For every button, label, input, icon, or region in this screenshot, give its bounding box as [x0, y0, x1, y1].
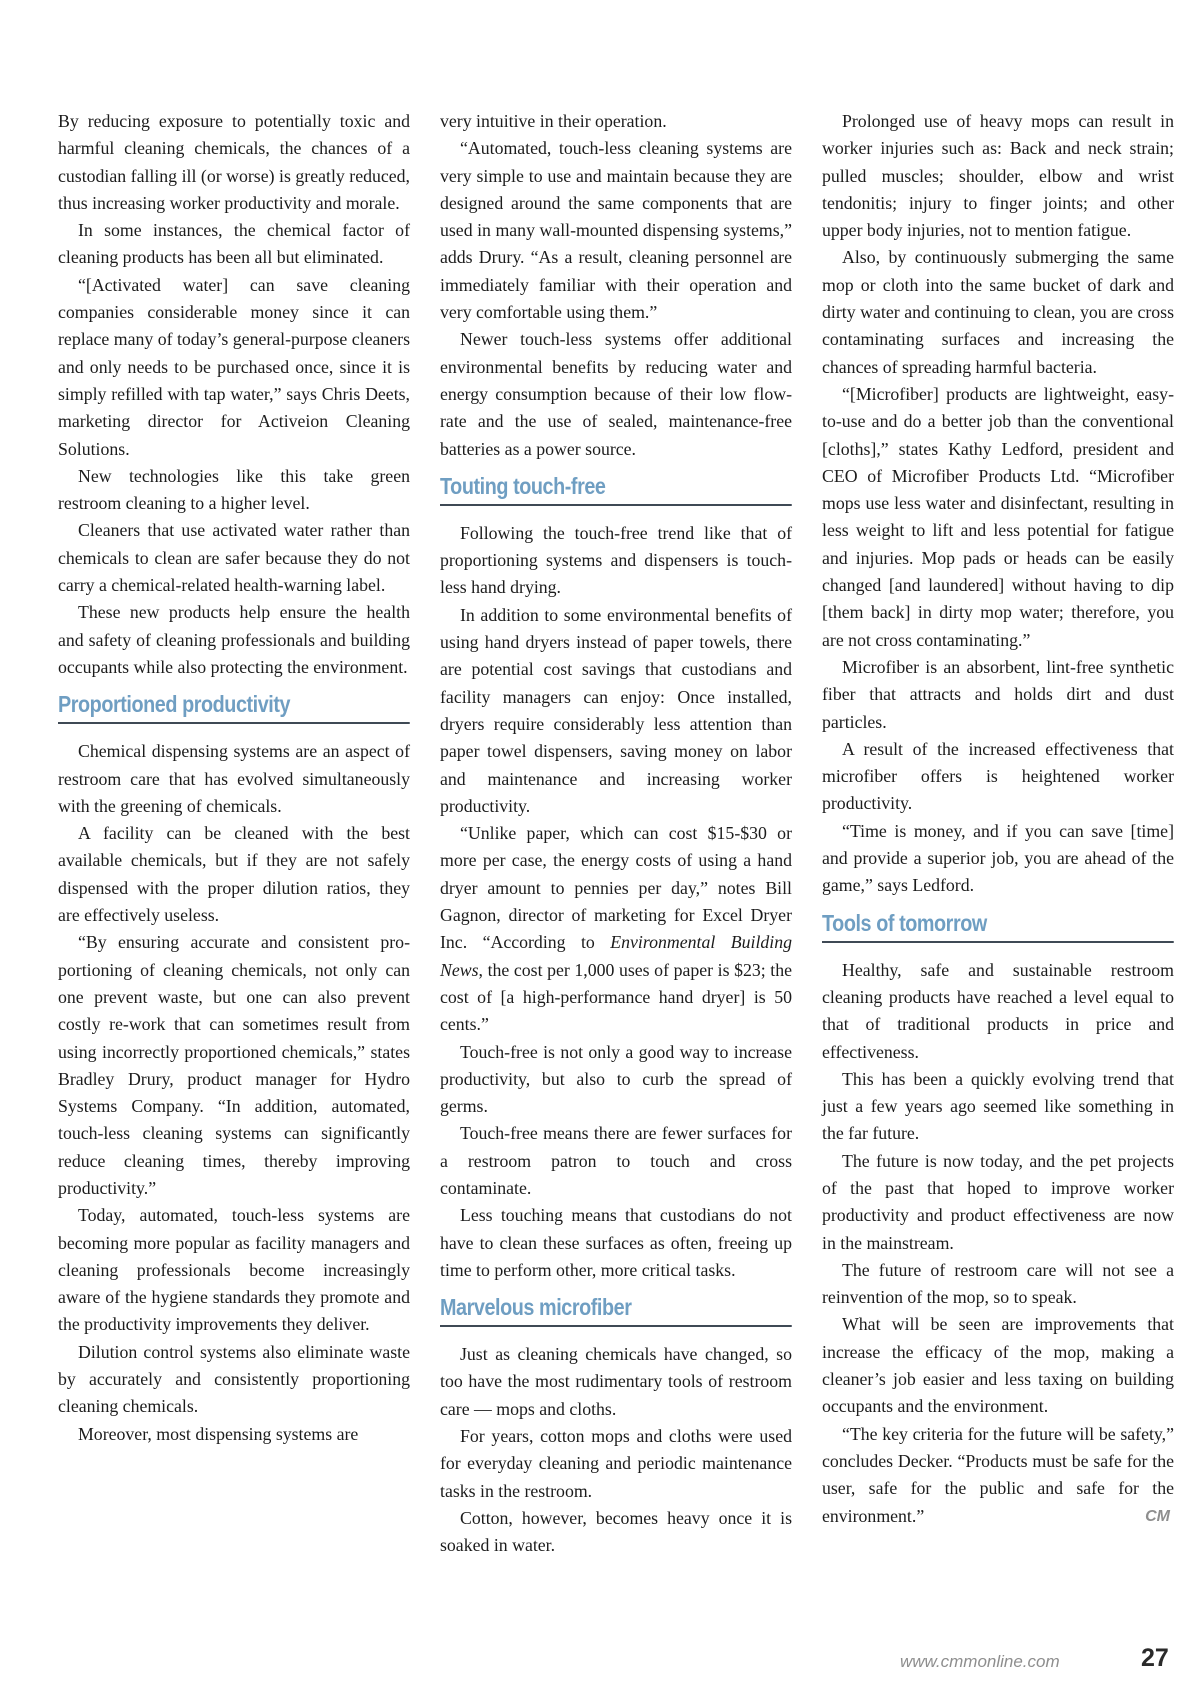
body-paragraph — [440, 326, 792, 462]
paragraph-text-continued: , the cost per 1,000 uses of paper is $23; the cost of [a high-performance hand dryer] is 50 cents.” — [440, 959, 792, 1035]
article-column-1 — [58, 108, 410, 1448]
paragraph-text: New technologies like this take green restroom cleaning to a higher level. — [58, 465, 410, 514]
paragraph-text: In addition to some environmental benefits of using hand dryers instead of paper towels, there are potential cost savings that custodians and facility managers can enjoy: Once installed, dryers require considerably less attention than paper towel dispensers, saving money on labor and maintenance and increasing worker productivity. — [440, 604, 792, 816]
paragraph-text: Newer touch-less systems offer additional environmental benefits by reducing water and energy consumption because of their low flow-rate and the use of sealed, maintenance-free batteries as a power source. — [440, 329, 792, 459]
body-paragraph — [822, 108, 1174, 244]
article-column-2 — [440, 108, 792, 1560]
body-paragraph — [440, 1120, 792, 1202]
body-paragraph — [440, 1423, 792, 1505]
paragraph-text: These new products help ensure the health and safety of cleaning professionals and building occupants while also protecting the environment. — [58, 602, 410, 677]
body-paragraph — [440, 135, 792, 326]
paragraph-text: A result of the increased effectiveness that microfiber offers is heightened worker productivity. — [822, 738, 1174, 814]
paragraph-text: Chemical dispensing systems are an aspect of restroom care that has evolved simultaneously with the greening of chemicals. — [58, 741, 410, 816]
body-paragraph — [58, 217, 410, 272]
publication-title: Environmental Building News — [440, 932, 792, 980]
body-paragraph — [822, 1311, 1174, 1420]
paragraph-text: “[Activated water] can save cleaning companies considerable money since it can replace many of today’s general-purpose cleaners and only needs to be purchased once, since it is simply refilled with tap water,” says Chris Deets, marketing director for Activeion Cleaning Solutions. — [58, 274, 411, 459]
body-paragraph — [822, 1148, 1174, 1257]
body-paragraph — [440, 520, 792, 602]
body-paragraph — [822, 654, 1174, 736]
body-paragraph — [822, 818, 1174, 900]
paragraph-text: Just as cleaning chemicals have changed, so too have the most rudimentary tools of restroom care — mops and cloths. — [440, 1344, 792, 1419]
body-paragraph — [440, 1202, 792, 1284]
paragraph-text: “[Microfiber] products are lightweight, easy-to-use and do a better job than the conventional [cloths],” states Kathy Ledford, president and CEO of Microfiber Products Ltd. “Microfiber mops use less water and disinfectant, resulting in less weight to lift and less potential for fatigue and injuries. Mop pads or heads can be easily changed [and laundered] without having to dip [them back] in dirty mop water; therefore, you are not cross contaminating.” — [822, 383, 1174, 650]
section-heading: Proportioned productivity — [58, 689, 410, 724]
body-paragraph — [440, 1039, 792, 1121]
paragraph-text: The future of restroom care will not see a reinvention of the mop, so to speak. — [822, 1259, 1174, 1308]
body-paragraph — [58, 517, 410, 599]
body-paragraph — [440, 1341, 792, 1423]
body-paragraph — [822, 736, 1174, 818]
paragraph-text: Dilution control systems also eliminate waste by accurately and consistently proportioning cleaning chemicals. — [58, 1341, 410, 1417]
body-paragraph — [58, 1421, 410, 1448]
body-paragraph — [58, 820, 410, 929]
paragraph-text: Touch-free is not only a good way to increase productivity, but also to curb the spread of germs. — [440, 1041, 792, 1117]
footer-website-url: www.cmmonline.com — [900, 1652, 1060, 1671]
end-of-article-mark: CM — [1145, 1507, 1170, 1525]
section-heading: Tools of tomorrow — [822, 908, 1174, 943]
body-paragraph — [58, 463, 410, 518]
paragraph-text: For years, cotton mops and cloths were used for everyday cleaning and periodic maintenance tasks in the restroom. — [440, 1426, 792, 1501]
paragraph-text: “Time is money, and if you can save [time] and provide a superior job, you are ahead of the game,” says Ledford. — [822, 820, 1174, 896]
body-paragraph — [58, 1339, 410, 1421]
paragraph-text: very intuitive in their operation. — [440, 111, 667, 131]
body-paragraph — [58, 108, 410, 217]
paragraph-text: What will be seen are improvements that increase the efficacy of the mop, making a cleaner’s job easier and less taxing on building occupants and the environment. — [822, 1314, 1174, 1417]
body-paragraph — [822, 1421, 1174, 1530]
paragraph-text: By reducing exposure to potentially toxic and harmful cleaning chemicals, the chances of a custodian falling ill (or worse) is greatly reduced, thus increasing worker productivity and morale. — [58, 111, 410, 213]
paragraph-text: Today, automated, touch-less systems are becoming more popular as facility managers and cleaning professionals become increasingly aware of the hygiene standards they promote and the productivity improvements they deliver. — [58, 1205, 410, 1335]
section-heading: Marvelous microfiber — [440, 1292, 792, 1327]
article-column-3 — [822, 108, 1174, 1530]
body-paragraph — [440, 602, 792, 820]
body-paragraph — [822, 1066, 1174, 1148]
body-paragraph — [822, 957, 1174, 1066]
paragraph-text: “By ensuring accurate and consistent proportioning of cleaning chemicals, not only can one prevent waste, but one can also prevent costly re-work that can sometimes result from using incorrectly proportioned chemicals,” states Bradley Drury, product manager for Hydro Systems Company. “In addition, automated, touch-less cleaning systems can significantly reduce cleaning times, thereby improving productivity.” — [58, 932, 410, 1198]
paragraph-text: Moreover, most dispensing systems are — [78, 1423, 359, 1444]
section-heading: Touting touch-free — [440, 471, 792, 506]
paragraph-text: Less touching means that custodians do not have to clean these surfaces as often, freeing up time to perform other, more critical tasks. — [440, 1205, 792, 1280]
body-paragraph — [822, 381, 1174, 654]
paragraph-text: Touch-free means there are fewer surfaces for a restroom patron to touch and cross contaminate. — [440, 1123, 792, 1198]
body-paragraph — [58, 1202, 410, 1338]
body-paragraph — [58, 929, 410, 1202]
body-paragraph — [58, 738, 410, 820]
body-paragraph — [440, 1505, 792, 1560]
paragraph-text: In some instances, the chemical factor of cleaning products has been all but eliminated. — [58, 220, 410, 268]
paragraph-text: Following the touch-free trend like that of proportioning systems and dispensers is touch-less hand drying. — [440, 522, 792, 598]
paragraph-text: A facility can be cleaned with the best available chemicals, but if they are not safely dispensed with the proper dilution ratios, they are effectively useless. — [58, 823, 410, 926]
paragraph-text: “Automated, touch-less cleaning systems are very simple to use and maintain because they are designed around the same components that are used in many wall-mounted dispensing systems,” adds Drury. “As a result, cleaning personnel are immediately familiar with their operation and very comfortable using them.” — [440, 138, 792, 323]
body-paragraph — [822, 244, 1174, 380]
paragraph-text: Cotton, however, becomes heavy once it is soaked in water. — [440, 1507, 792, 1556]
body-paragraph — [822, 1257, 1174, 1312]
paragraph-text: Also, by continuously submerging the same mop or cloth into the same bucket of dark and dirty water and continuing to clean, you are cross contaminating surfaces and increasing the chances of spreading harmful bacteria. — [822, 247, 1174, 377]
body-paragraph — [58, 599, 410, 681]
paragraph-text: “Unlike paper, which can cost $15-$30 or more per case, the energy costs of using a hand dryer amount to pennies per day,” notes Bill Gagnon, director of marketing for Excel Dryer Inc. “According to — [440, 823, 792, 953]
paragraph-text: This has been a quickly evolving trend that just a few years ago seemed like something in the far future. — [822, 1068, 1174, 1144]
page-number: 27 — [1141, 1644, 1169, 1672]
body-paragraph — [58, 272, 410, 463]
body-paragraph — [440, 108, 792, 135]
paragraph-text: Healthy, safe and sustainable restroom cleaning products have reached a level equal to that of traditional products in price and effectiveness. — [822, 959, 1174, 1062]
paragraph-text: Microfiber is an absorbent, lint-free synthetic fiber that attracts and holds dirt and dust particles. — [822, 656, 1174, 732]
paragraph-text: Cleaners that use activated water rather than chemicals to clean are safer because they do not carry a chemical-related health-warning label. — [58, 520, 410, 596]
paragraph-text: The future is now today, and the pet projects of the past that hoped to improve worker productivity and product effectiveness are now in the mainstream. — [822, 1150, 1174, 1253]
paragraph-text: Prolonged use of heavy mops can result in worker injuries such as: Back and neck strain; pulled muscles; shoulder, elbow and wrist tendonitis; injury to finger joints; and other upper body injuries, not to mention fatigue. — [822, 111, 1174, 241]
body-paragraph — [440, 820, 792, 1038]
paragraph-text: “The key criteria for the future will be safety,” concludes Decker. “Products must be safe for the user, safe for the public and safe for the environment.” — [822, 1423, 1174, 1526]
